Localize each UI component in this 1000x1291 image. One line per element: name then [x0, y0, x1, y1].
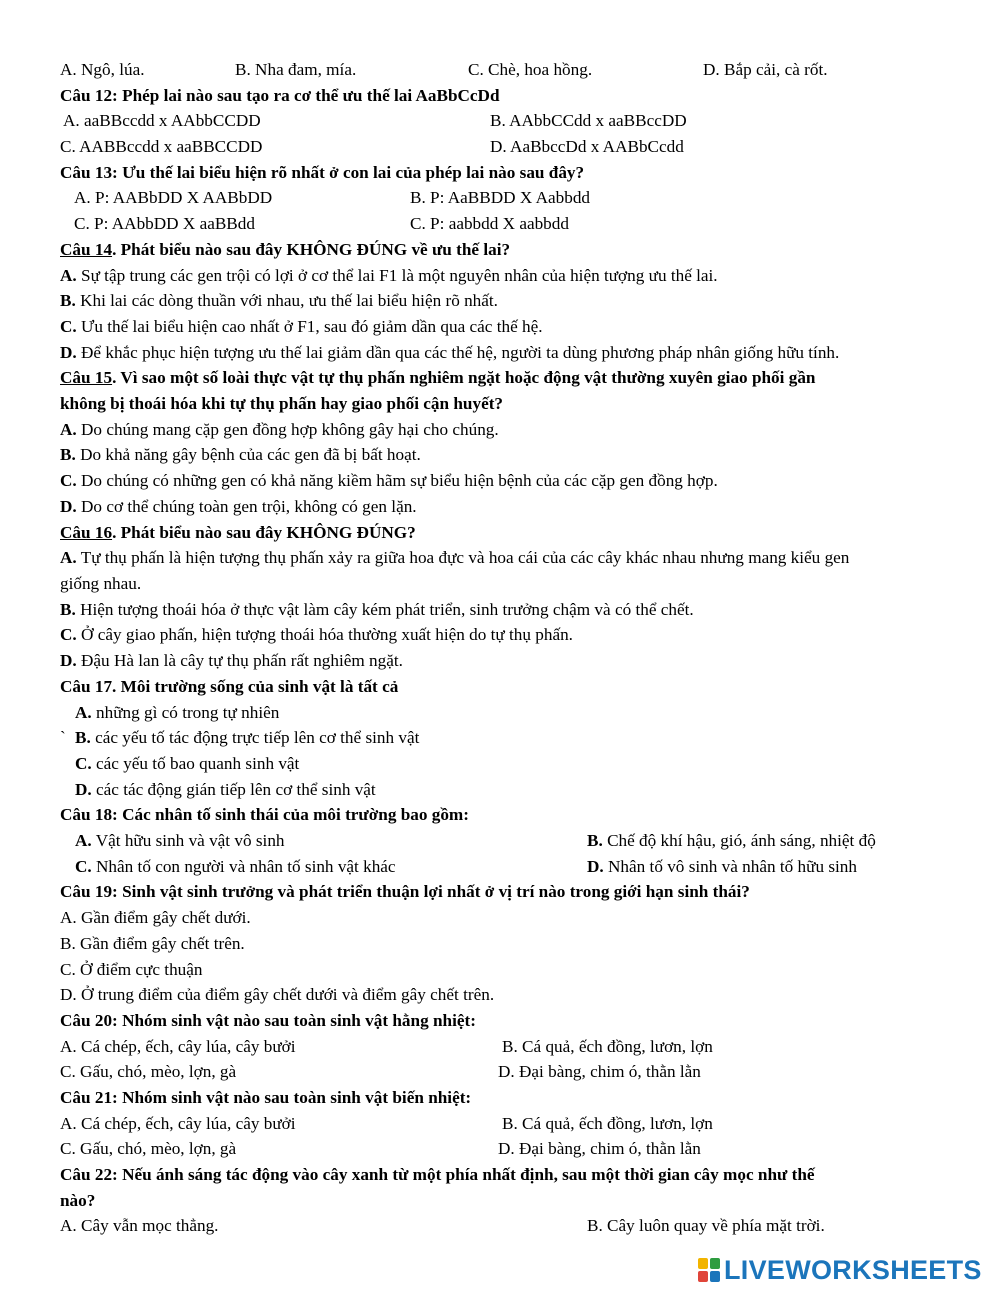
answer-option	[60, 442, 965, 468]
option-letter: C.	[75, 753, 92, 773]
answer-option	[60, 777, 965, 803]
option-right: B. Cá quả, ếch đồng, lươn, lợn	[502, 1113, 713, 1133]
question-number: Câu 14	[60, 239, 113, 259]
question-text: . Phát biểu nào sau đây KHÔNG ĐÚNG?	[112, 522, 416, 542]
answer-option	[60, 468, 965, 494]
option-a: A. Ngô, lúa.	[60, 60, 145, 79]
text-line: giống nhau.	[60, 573, 142, 593]
options-row	[60, 211, 965, 237]
option-text: các yếu tố tác động trực tiếp lên cơ thể sinh vật	[90, 728, 420, 748]
logo-text: LIVEWORKSHEETS	[724, 1255, 982, 1285]
text-line: C. Ở điểm cực thuận	[60, 959, 203, 979]
question-text: Câu 13: Ưu thế lai biểu hiện rõ nhất ở con lai của phép lai nào sau đây?	[60, 162, 585, 182]
option-letter: A.	[60, 265, 77, 285]
option-letter: B.	[587, 831, 603, 851]
option-letter: D.	[60, 651, 77, 671]
question-number: Câu 15	[60, 368, 113, 388]
question-text: Câu 18: Các nhân tố sinh thái của môi trường bao gồm:	[60, 805, 469, 825]
option-right: B. P: AaBBDD X Aabbdd	[410, 188, 591, 208]
option-right: B. AAbbCCdd x aaBBccDD	[490, 111, 687, 131]
options-row	[60, 57, 965, 83]
option-letter: C.	[60, 625, 77, 645]
option-letter: C.	[60, 316, 77, 336]
options-row	[60, 1213, 965, 1239]
option-text: Nhân tố vô sinh và nhân tố hữu sinh	[603, 856, 857, 876]
option-right: B. Cây luôn quay về phía mặt trời.	[587, 1216, 825, 1236]
option-letter: D.	[60, 496, 77, 516]
option-left: C. P: AAbbDD X aaBBdd	[74, 214, 255, 234]
question-text: Câu 22: Nếu ánh sáng tác động vào cây xanh từ một phía nhất định, sau một thời gian cây mọc như thế	[60, 1165, 815, 1185]
option-left: A. P: AABbDD X AABbDD	[74, 188, 273, 208]
option-text: Để khắc phục hiện tượng ưu thế lai giảm dần qua các thế hệ, người ta dùng phương pháp nhân giống hữu tính.	[76, 342, 840, 362]
question-text: Câu 20: Nhóm sinh vật nào sau toàn sinh vật hằng nhiệt:	[60, 1010, 476, 1030]
answer-option	[60, 288, 965, 314]
question-text: . Phát biểu nào sau đây KHÔNG ĐÚNG về ưu thế lai?	[112, 239, 511, 259]
question-text: . Vì sao một số loài thực vật tự thụ phấn nghiêm ngặt hoặc động vật thường xuyên giao phối gần	[112, 368, 816, 388]
option-right: B. Cá quả, ếch đồng, lươn, lợn	[502, 1036, 713, 1056]
option-letter: D.	[75, 779, 92, 799]
answer-option	[60, 494, 965, 520]
option-text: Vật hữu sinh và vật vô sinh	[91, 831, 285, 851]
option-left: C. AABBccdd x aaBBCCDD	[60, 137, 263, 157]
option-letter: D.	[587, 856, 604, 876]
option-text: Chế độ khí hậu, gió, ánh sáng, nhiệt độ	[602, 831, 876, 851]
option-right: D. Đại bàng, chim ó, thằn lằn	[498, 1062, 701, 1082]
options-row	[60, 185, 965, 211]
options-row	[60, 828, 965, 854]
options-row	[60, 134, 965, 160]
option-text: các yếu tố bao quanh sinh vật	[91, 753, 300, 773]
option-right	[587, 828, 876, 854]
answer-option	[60, 340, 965, 366]
option-text: Sự tập trung các gen trội có lợi ở cơ thể lai F1 là một nguyên nhân của hiện tượng ưu thế lai.	[76, 265, 718, 285]
text-line: D. Ở trung điểm của điểm gây chết dưới và điểm gây chết trên.	[60, 985, 495, 1005]
question-line	[60, 365, 965, 391]
options-row	[60, 108, 965, 134]
option-text: Ưu thế lai biểu hiện cao nhất ở F1, sau đó giảm dần qua các thế hệ.	[76, 316, 543, 336]
question-text: Câu 17. Môi trường sống của sinh vật là tất cả	[60, 676, 399, 696]
options-row	[60, 1059, 965, 1085]
answer-option	[60, 622, 965, 648]
option-left: A. aaBBccdd x AAbbCCDD	[63, 111, 261, 131]
worksheet-page	[60, 57, 965, 1239]
option-text: Hiện tượng thoái hóa ở thực vật làm cây kém phát triển, sinh trưởng chậm và có thể chết.	[75, 599, 694, 619]
options-row	[60, 854, 965, 880]
option-letter: A.	[75, 831, 92, 851]
answer-option	[60, 751, 965, 777]
option-right	[587, 854, 857, 880]
option-text: Do chúng có những gen có khả năng kiềm hãm sự biểu hiện bệnh của các cặp gen đồng hợp.	[76, 471, 718, 491]
option-text: Nhân tố con người và nhân tố sinh vật khác	[91, 856, 396, 876]
option-text: Do cơ thể chúng toàn gen trội, không có gen lặn.	[76, 496, 417, 516]
option-right: D. AaBbccDd x AABbCcdd	[490, 137, 684, 157]
text-line: A. Gần điểm gây chết dưới.	[60, 908, 251, 928]
option-left: C. Gấu, chó, mèo, lợn, gà	[60, 1139, 237, 1159]
question-text: nào?	[60, 1190, 96, 1210]
option-letter: A.	[60, 548, 77, 568]
options-row	[60, 1111, 965, 1137]
answer-option	[60, 417, 965, 443]
option-right: C. P: aabbdd X aabbdd	[410, 214, 569, 234]
answer-option	[60, 648, 965, 674]
option-letter: C.	[75, 856, 92, 876]
option-letter: A.	[60, 419, 77, 439]
question-text: Câu 19: Sinh vật sinh trưởng và phát triển thuận lợi nhất ở vị trí nào trong giới hạn sinh thái?	[60, 882, 750, 902]
option-left: C. Gấu, chó, mèo, lợn, gà	[60, 1062, 237, 1082]
option-text: Đậu Hà lan là cây tự thụ phấn rất nghiêm ngặt.	[76, 651, 403, 671]
option-left: A. Cá chép, ếch, cây lúa, cây bưởi	[60, 1113, 296, 1133]
option-d: D. Bắp cải, cà rốt.	[703, 60, 828, 79]
question-text: Câu 21: Nhóm sinh vật nào sau toàn sinh vật biến nhiệt:	[60, 1087, 472, 1107]
option-text: những gì có trong tự nhiên	[91, 702, 280, 722]
answer-option	[60, 597, 965, 623]
logo-mark-icon	[698, 1258, 720, 1282]
option-text: các tác động gián tiếp lên cơ thể sinh vật	[91, 779, 376, 799]
option-b: B. Nha đam, mía.	[235, 60, 357, 79]
stray-mark: `	[60, 728, 66, 748]
option-left: A. Cây vẫn mọc thẳng.	[60, 1216, 219, 1236]
option-text: Tự thụ phấn là hiện tượng thụ phấn xảy ra giữa hoa đực và hoa cái của các cây khác nhau nhưng mang kiểu gen	[76, 548, 850, 568]
option-letter: D.	[60, 342, 77, 362]
option-letter: C.	[60, 471, 77, 491]
option-c: C. Chè, hoa hồng.	[468, 60, 593, 79]
option-right: D. Đại bàng, chim ó, thằn lằn	[498, 1139, 701, 1159]
option-text: Do khả năng gây bệnh của các gen đã bị bất hoạt.	[75, 445, 421, 465]
option-letter: B.	[75, 728, 91, 748]
answer-option	[60, 700, 965, 726]
option-text: Ở cây giao phấn, hiện tượng thoái hóa thường xuất hiện do tự thụ phấn.	[76, 625, 573, 645]
option-letter: B.	[60, 445, 76, 465]
options-row	[60, 1034, 965, 1060]
liveworksheets-logo	[698, 1256, 982, 1284]
option-left	[75, 828, 285, 854]
answer-option	[60, 725, 965, 751]
question-text: không bị thoái hóa khi tự thụ phấn hay giao phối cận huyết?	[60, 394, 504, 414]
option-text: Do chúng mang cặp gen đồng hợp không gây hại cho chúng.	[76, 419, 499, 439]
options-row	[60, 1136, 965, 1162]
option-text: Khi lai các dòng thuần với nhau, ưu thế lai biểu hiện rõ nhất.	[75, 291, 498, 311]
question-number: Câu 16	[60, 522, 113, 542]
answer-option	[60, 545, 965, 571]
option-letter: B.	[60, 291, 76, 311]
question-line	[60, 520, 965, 546]
question-text: Câu 12: Phép lai nào sau tạo ra cơ thể ưu thế lai AaBbCcDd	[60, 85, 500, 105]
option-left: A. Cá chép, ếch, cây lúa, cây bưởi	[60, 1036, 296, 1056]
option-letter: B.	[60, 599, 76, 619]
option-letter: A.	[75, 702, 92, 722]
option-left	[75, 854, 396, 880]
question-line	[60, 237, 965, 263]
answer-option	[60, 314, 965, 340]
answer-option	[60, 263, 965, 289]
text-line: B. Gần điểm gây chết trên.	[60, 933, 245, 953]
